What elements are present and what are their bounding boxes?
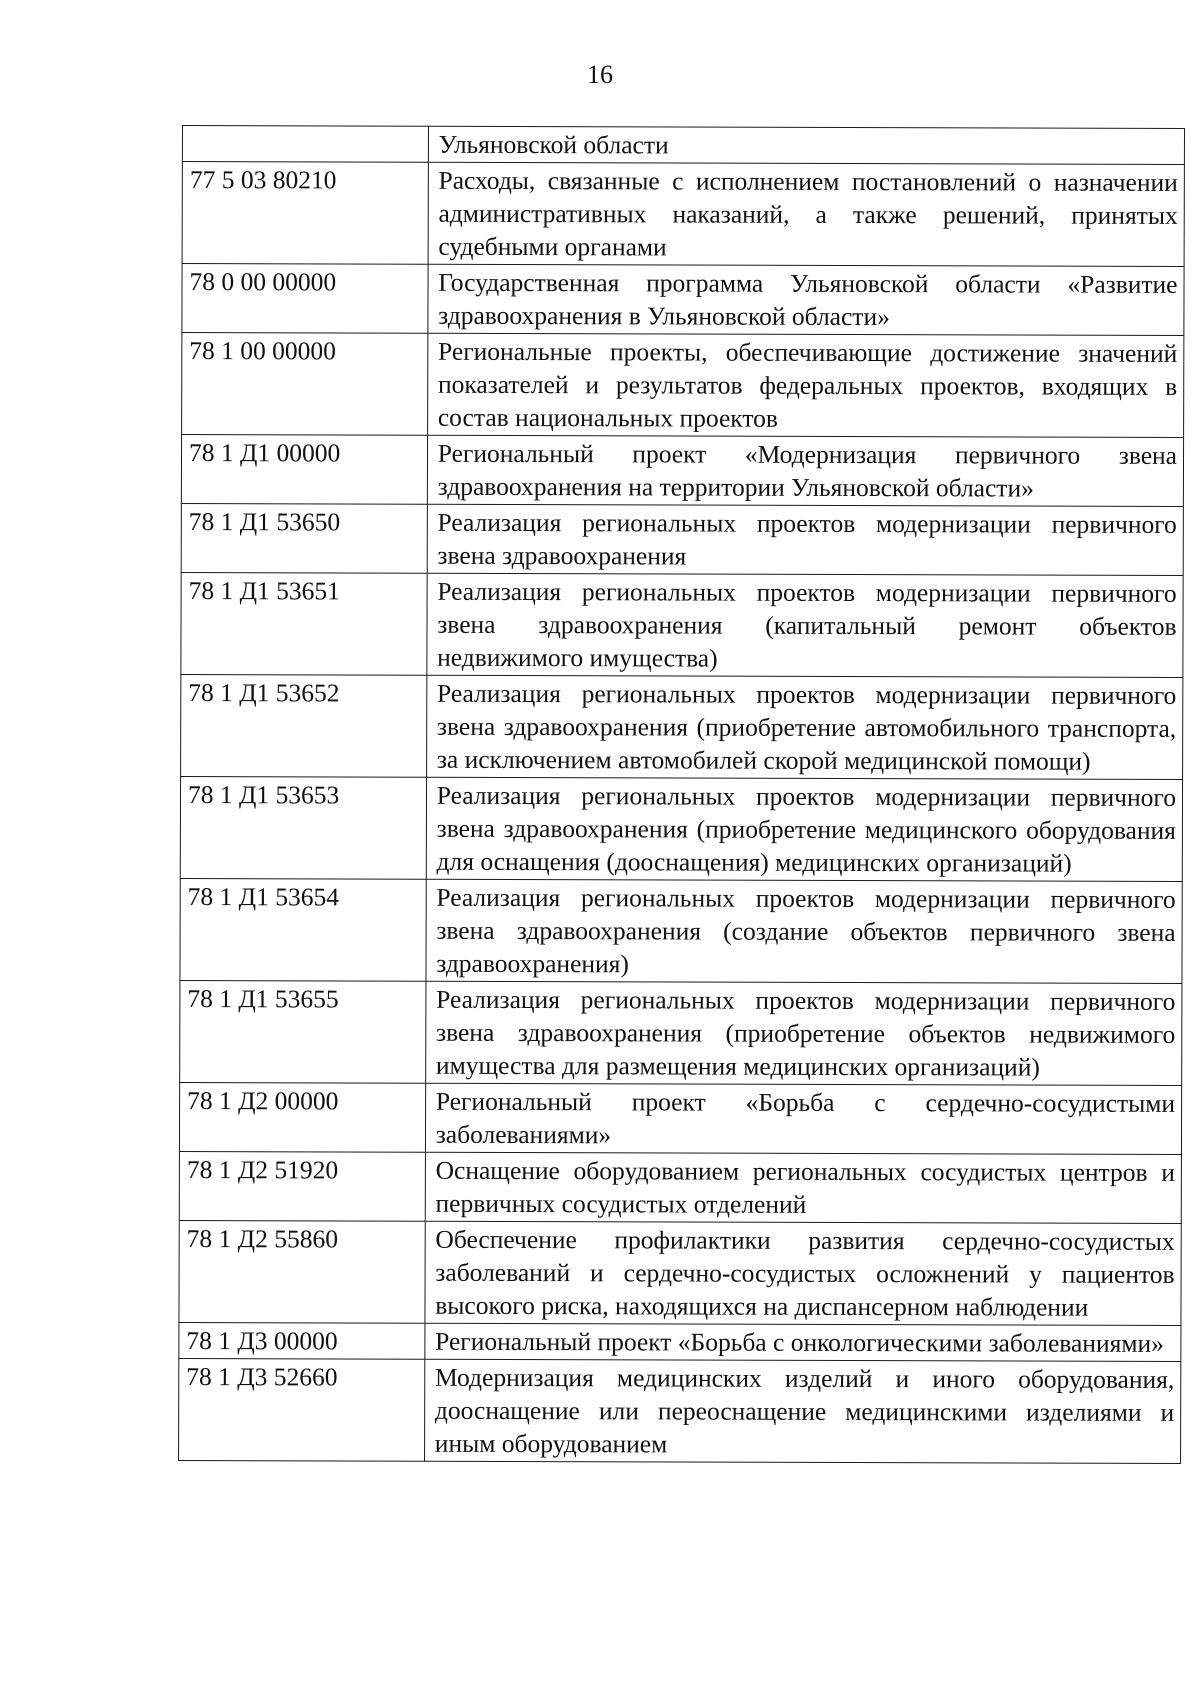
budget-classification-table [178,125,1185,1464]
table-row [180,878,1182,983]
table-row [182,126,1184,165]
page-number: 16 [587,60,613,89]
expense-description: Региональный проект «Борьба с онкологическими заболеваниями» [425,1323,1181,1361]
table-row [179,1358,1181,1463]
budget-code: 78 1 00 00000 [182,333,428,436]
expense-description: Региональный проект «Борьба с сердечно-сосудистыми заболеваниями» [425,1083,1181,1154]
budget-code: 78 1 Д2 00000 [179,1082,425,1152]
expense-description: Государственная программа Ульяновской области «Развитие здравоохранения в Ульяновской области» [428,264,1184,335]
table-row [182,264,1184,336]
budget-code: 78 0 00 00000 [182,264,428,334]
expense-description: Обеспечение профилактики развития сердечно-сосудистых заболеваний и сердечно-сосудистых осложнений у пациентов высокого риска, находящихся на диспансерном наблюдении [425,1221,1182,1325]
expense-description: Расходы, связанные с исполнением постановлений о назначении административных наказаний, а также решений, принятых судебными органами [428,162,1185,266]
budget-code: 78 1 Д1 53655 [180,980,426,1083]
table-row [180,776,1182,881]
expense-description: Реализация региональных проектов модернизации первичного звена здравоохранения (приобретение медицинского оборудования для оснащения (дооснащения) медицинских организаций) [426,777,1183,881]
budget-code: 78 1 Д2 55860 [179,1220,425,1323]
table-row [181,503,1183,575]
table-row [182,333,1184,438]
expense-description: Модернизация медицинских изделий и иного оборудования, дооснащение или переоснащение медицинскими изделиями и иным оборудованием [424,1359,1181,1463]
budget-code [182,126,428,163]
budget-code: 78 1 Д3 52660 [179,1358,425,1461]
table-row [181,435,1183,507]
expense-description: Региональные проекты, обеспечивающие достижение значений показателей и результатов федеральных проектов, входящих в состав национальных проектов [427,333,1184,437]
table-row [179,1151,1181,1223]
expense-description: Реализация региональных проектов модернизации первичного звена здравоохранения (приобретение объектов недвижимого имущества для размещения медицинских организаций) [425,981,1182,1085]
table-row [179,1082,1181,1154]
table-row [182,162,1184,267]
expense-description: Реализация региональных проектов модернизации первичного звена здравоохранения (капитальный ремонт объектов недвижимого имущества) [427,573,1184,677]
expense-description: Реализация региональных проектов модернизации первичного звена здравоохранения [427,504,1183,575]
budget-code: 78 1 Д1 53651 [181,572,427,675]
budget-code: 78 1 Д1 00000 [181,435,427,505]
table-row [180,980,1182,1085]
budget-code: 78 1 Д3 00000 [179,1322,425,1359]
budget-code: 78 1 Д1 53652 [181,674,427,777]
expense-description: Региональный проект «Модернизация первичного звена здравоохранения на территории Ульяновской области» [427,435,1183,506]
budget-code: 78 1 Д1 53653 [180,776,426,879]
table-row [179,1220,1181,1325]
table-row [181,572,1183,677]
table-row [179,1322,1181,1361]
budget-code: 78 1 Д1 53654 [180,878,426,981]
budget-code: 77 5 03 80210 [182,162,428,265]
budget-code: 78 1 Д1 53650 [181,503,427,573]
expense-description: Реализация региональных проектов модернизации первичного звена здравоохранения (приобретение автомобильного транспорта, за исключением автомобилей скорой медицинской помощи) [426,675,1183,779]
table-row [181,674,1183,779]
expense-description: Реализация региональных проектов модернизации первичного звена здравоохранения (создание объектов первичного звена здравоохранения) [426,879,1183,983]
expense-description: Оснащение оборудованием региональных сосудистых центров и первичных сосудистых отделений [425,1152,1181,1223]
budget-code: 78 1 Д2 51920 [179,1151,425,1221]
expense-description: Ульяновской области [428,126,1184,164]
